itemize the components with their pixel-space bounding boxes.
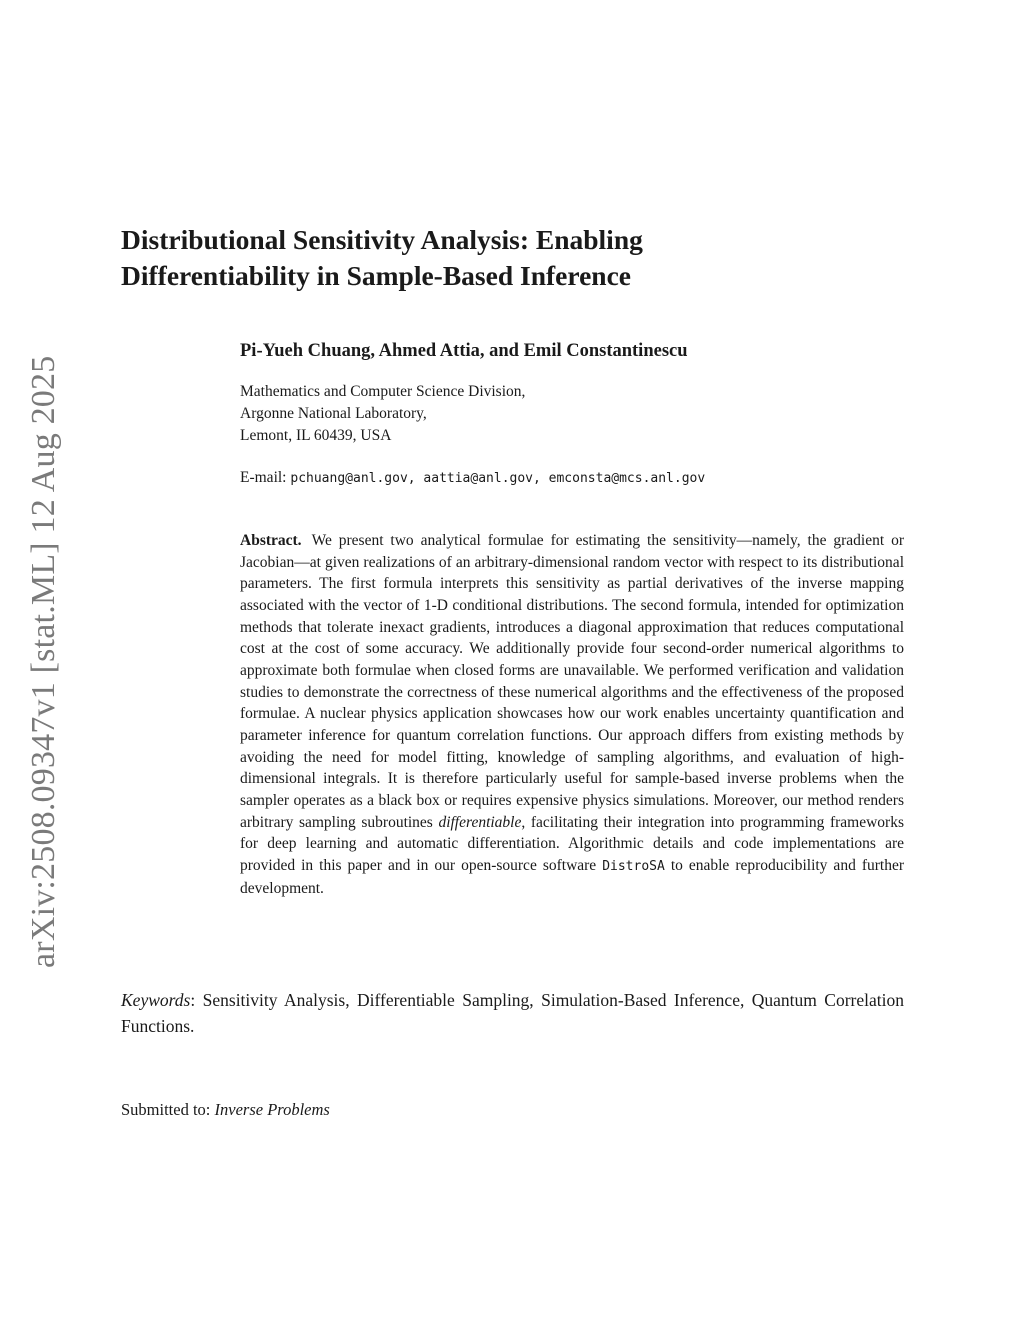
- submitted-label: Submitted to:: [121, 1100, 215, 1119]
- abstract-label: Abstract.: [240, 532, 302, 549]
- abstract-text-continued: , facilitating their integration into programming frameworks for deep learning and automatic differentiation. Algorithmic details and code implementations are provided in this paper and in our open-source software: [240, 813, 905, 874]
- abstract-text-end: to enable reproducibility and further development.: [240, 856, 904, 897]
- software-name: DistroSA: [602, 858, 665, 874]
- abstract-text: We present two analytical formulae for estimating the sensitivity—namely, the gradient or Jacobian—at given realizations of an arbitrary-dimensional random vector with respect to its distributional parameters. The first formula interprets this sensitivity as partial derivatives of the inverse mapping associated with the vector of 1-D conditional distributions. The second formula, intended for optimization methods that tolerate inexact gradients, introduces a diagonal approximation that reduces computational cost at the cost of some accuracy. We additionally provide four second-order numerical algorithms to approximate both formulae when closed forms are unavailable. We performed verification and validation studies to demonstrate the correctness of these numerical algorithms and the effectiveness of the proposed formulae. A nuclear physics application showcases how our work enables uncertainty quantification and parameter inference for quantum correlation functions. Our approach differs from existing methods by avoiding the need for model fitting, knowledge of sampling algorithms, and evaluation of high-dimensional integrals. It is therefore particularly useful for sample-based inverse problems when the sampler operates as a black box or requires expensive physics simulations. Moreover, our method renders arbitrary sampling subroutines: [240, 532, 904, 831]
- paper-title: [121, 222, 921, 294]
- keywords-label: Keywords: [121, 990, 191, 1010]
- journal-name: Inverse Problems: [214, 1100, 330, 1119]
- title-line-2: Differentiability in Sample-Based Inference: [121, 260, 631, 291]
- keywords: [121, 987, 904, 1039]
- abstract: [240, 530, 904, 899]
- email-addresses[interactable]: pchuang@anl.gov, aattia@anl.gov, emconsta@mcs.anl.gov: [290, 471, 706, 486]
- abstract-emphasis: differentiable: [438, 813, 522, 831]
- arxiv-identifier: arXiv:2508.09347v1 [stat.ML] 12 Aug 2025: [25, 355, 62, 968]
- title-line-1: Distributional Sensitivity Analysis: Enabling: [121, 224, 643, 255]
- keywords-text: : Sensitivity Analysis, Differentiable Sampling, Simulation-Based Inference, Quantum Correlation Functions.: [121, 990, 904, 1036]
- affiliation-line: Lemont, IL 60439, USA: [240, 427, 392, 444]
- email-label: E-mail:: [240, 469, 291, 486]
- affiliation-line: Argonne National Laboratory,: [240, 405, 427, 422]
- affiliation-block: [240, 381, 525, 447]
- author-list: Pi-Yueh Chuang, Ahmed Attia, and Emil Constantinescu: [240, 341, 688, 361]
- submitted-to: [121, 1098, 330, 1122]
- email-line: [240, 467, 705, 490]
- affiliation-line: Mathematics and Computer Science Division,: [240, 383, 526, 400]
